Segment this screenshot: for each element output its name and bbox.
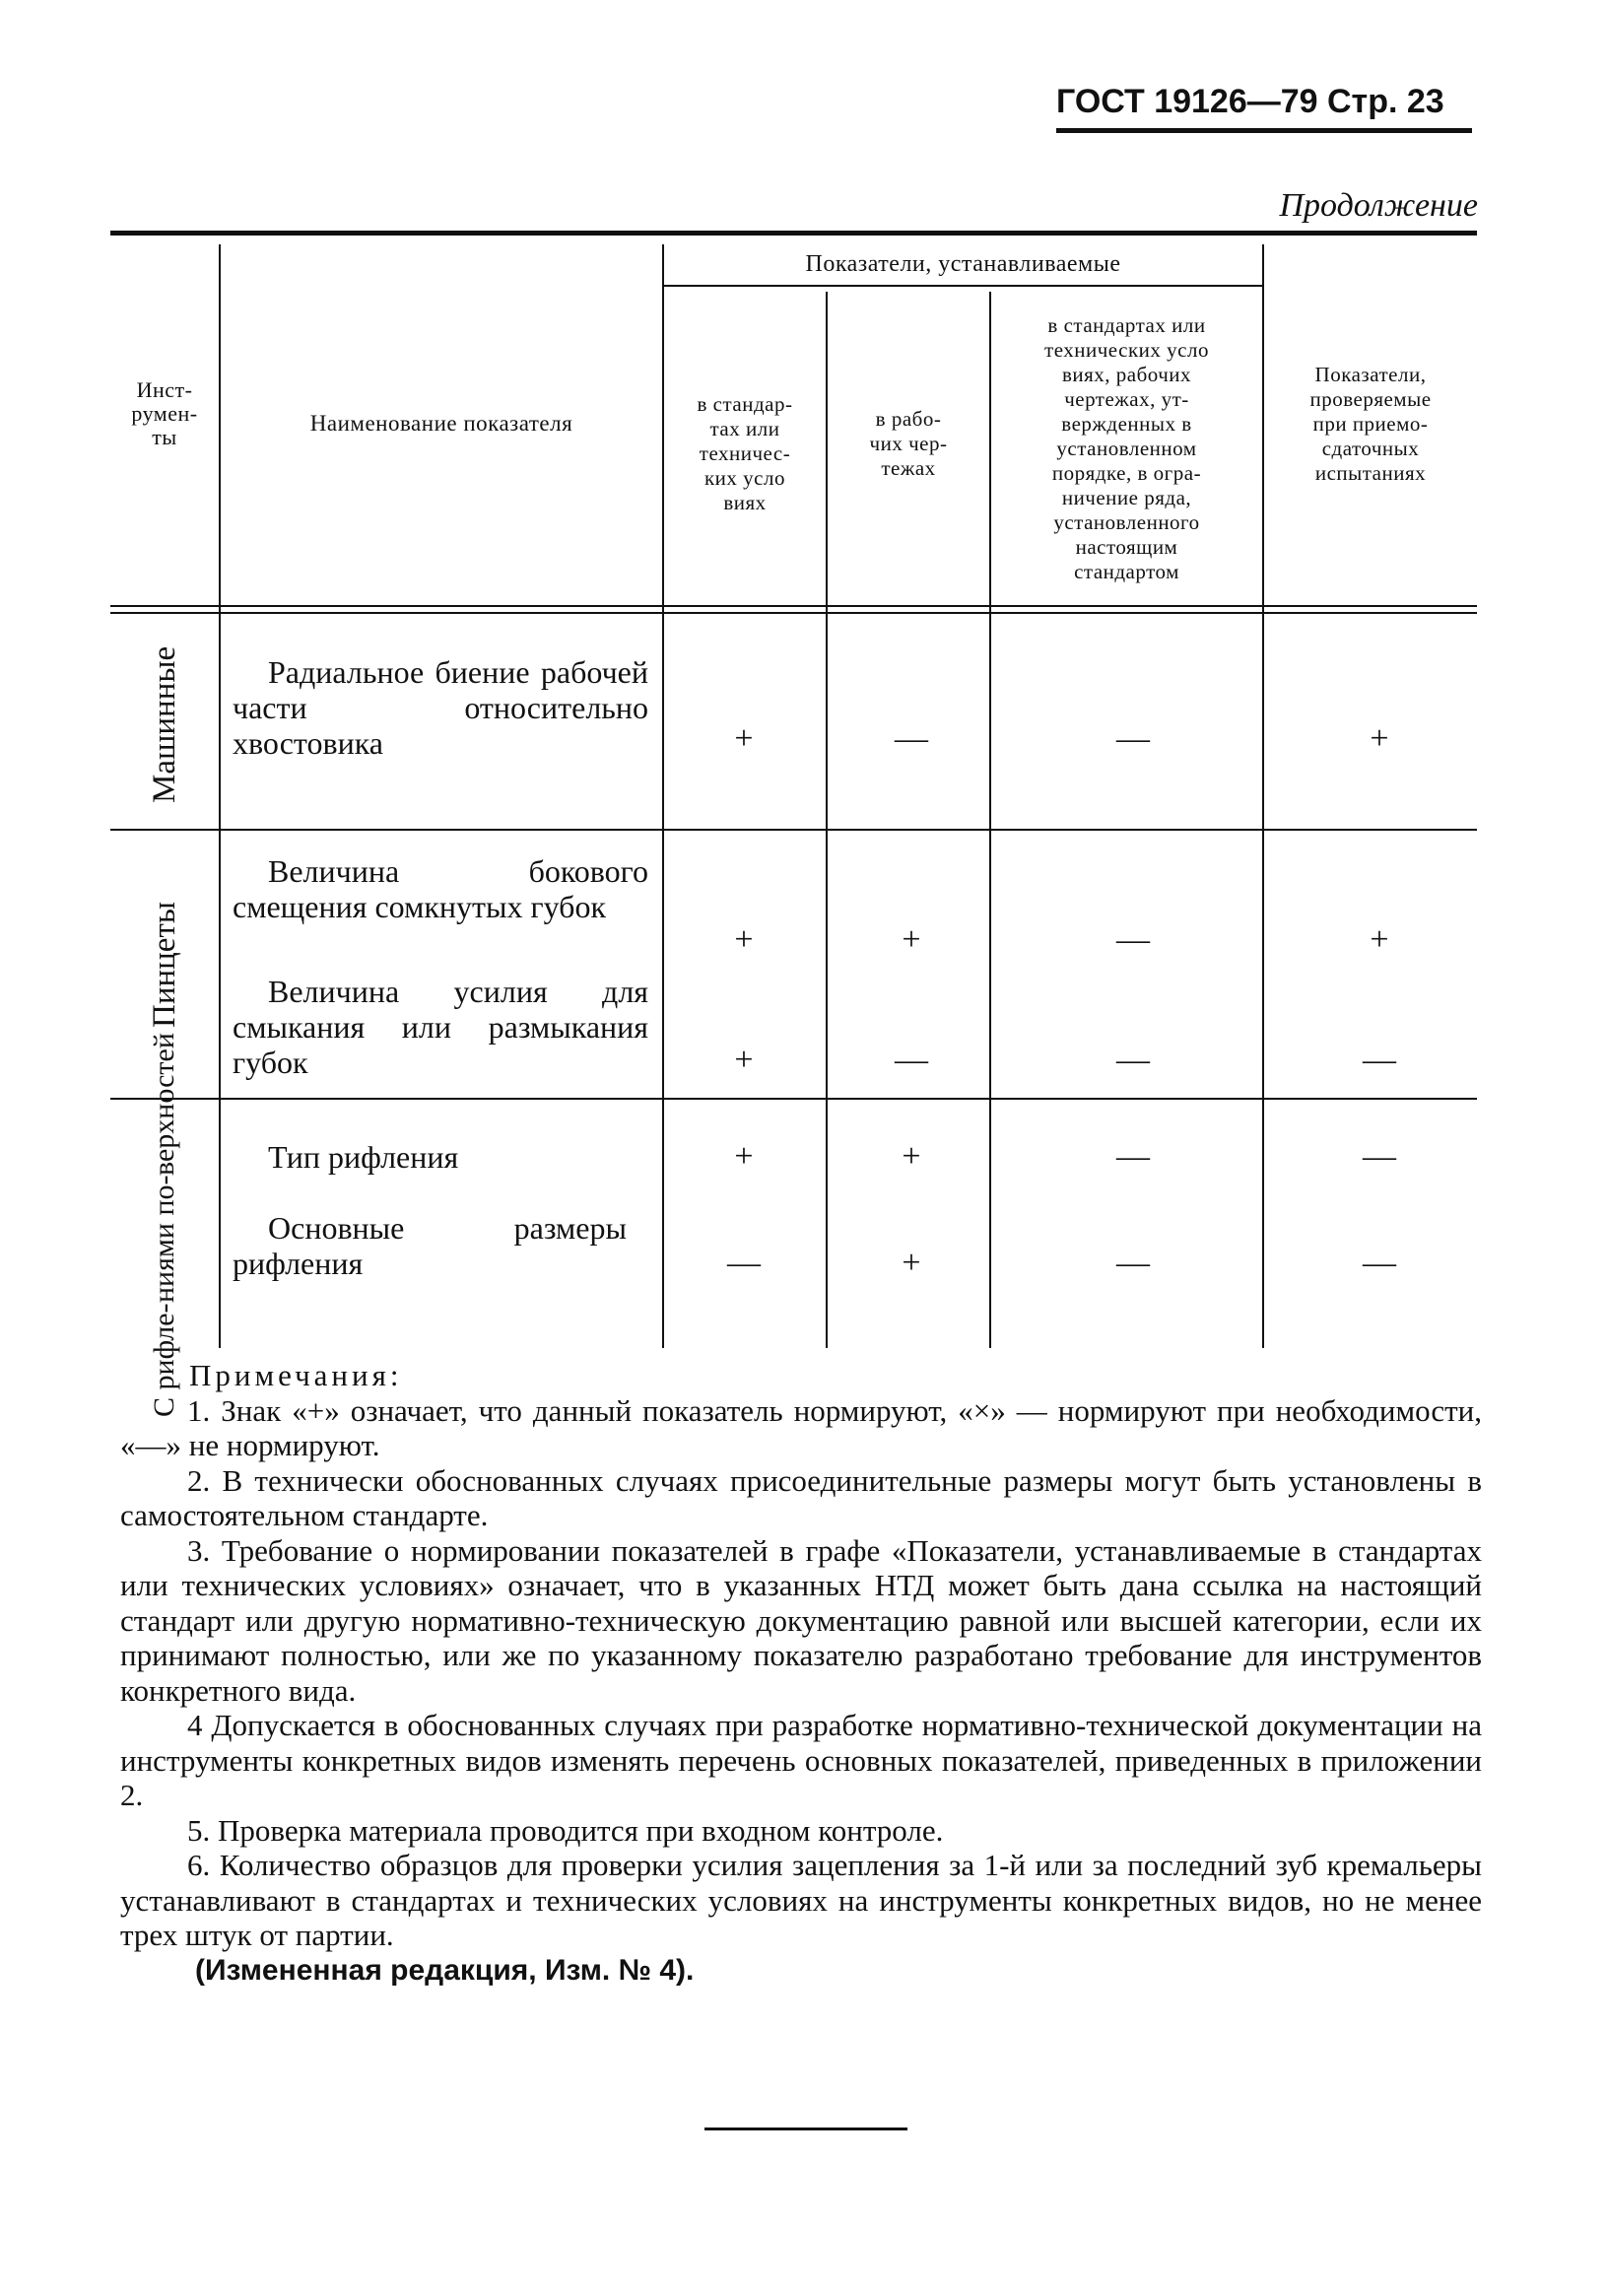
- mark-cell: —: [895, 720, 928, 757]
- notes-section: [120, 1358, 1482, 1988]
- notes-title: Примечания:: [189, 1358, 403, 1392]
- mark-cell: +: [734, 1042, 754, 1078]
- mark-cell: +: [1370, 720, 1389, 757]
- mark-cell: —: [895, 1042, 928, 1078]
- header-col-acceptance: Показатели, проверяемые при приемо- сдаточных испытаниях: [1309, 362, 1432, 485]
- note-item: 5. Проверка материала проводится при входном контроле.: [187, 1812, 944, 1848]
- mark-cell: —: [1116, 1138, 1150, 1175]
- group-label-tweezers: Пинцеты: [147, 901, 182, 1029]
- mark-cell: +: [902, 1245, 921, 1281]
- mark-cell: +: [734, 720, 754, 757]
- mark-cell: —: [1363, 1042, 1396, 1078]
- group-label-machine: Машинные: [147, 645, 182, 803]
- note-item: 1. Знак «+» означает, что данный показатель нормируют, «×» — нормируют при необходимости, «—» не нормируют.: [120, 1392, 1482, 1462]
- header-indicator-name: Наименование показателя: [309, 411, 573, 436]
- header-rule: [1056, 128, 1472, 133]
- header-col-drawings: в рабо- чих чер- тежах: [869, 406, 948, 480]
- footer-rule: [704, 2127, 907, 2130]
- indicator-name: Величина усилия для смыкания или размыкания губок: [233, 974, 648, 1080]
- mark-cell: —: [1116, 1245, 1150, 1281]
- mark-cell: —: [1116, 720, 1150, 757]
- group-label-serrated: С рифле- ниями по- верхностей: [148, 1033, 180, 1417]
- page-header: ГОСТ 19126—79 Стр. 23: [1056, 83, 1444, 120]
- group-subheader-rule: [662, 285, 1262, 287]
- indicator-name: Основные размеры рифления: [233, 1210, 627, 1281]
- mark-cell: +: [902, 921, 921, 958]
- mark-cell: —: [1363, 1245, 1396, 1281]
- note-item: 4 Допускается в обоснованных случаях при разработке нормативно-технической документации на инструменты конкретных видов изменять перечень основных показателей, приведенных в приложении 2.: [120, 1708, 1482, 1812]
- table-top-rule: [110, 231, 1477, 236]
- group-separator: [110, 829, 1477, 831]
- mark-cell: +: [734, 1138, 754, 1175]
- continuation-label: Продолжение: [1279, 187, 1478, 224]
- header-col-standards: в стандар- тах или техничес- ких усло виях: [697, 391, 793, 514]
- mark-cell: —: [1116, 921, 1150, 958]
- mark-cell: —: [727, 1245, 761, 1281]
- indicator-name: Тип рифления: [268, 1139, 459, 1175]
- indicator-name: Величина бокового смещения сомкнутых губок: [233, 853, 648, 924]
- group-separator: [110, 1098, 1477, 1100]
- header-instruments: Инст- румен- ты: [131, 377, 198, 449]
- mark-cell: —: [1116, 1042, 1150, 1078]
- note-item: 6. Количество образцов для проверки усилия зацепления за 1-й или за последний зуб кремальеры устанавливают в стандартах и технических условиях на инструменты конкретных видов, но не менее трех штук от партии.: [120, 1848, 1482, 1952]
- mark-cell: —: [1363, 1138, 1396, 1175]
- header-col-approved: в стандартах или технических усло виях, рабочих чертежах, ут- вержденных в установленном порядке, в огра- ничение ряда, установленного настоящим стандартом: [1044, 312, 1209, 583]
- table-header-rule: [110, 612, 1477, 614]
- note-item: 2. В технически обоснованных случаях присоединительные размеры могут быть установлены в самостоятельном стандарте.: [120, 1462, 1482, 1532]
- mark-cell: +: [902, 1138, 921, 1175]
- amendment-note: (Измененная редакция, Изм. № 4).: [195, 1953, 695, 1987]
- header-group-established: Показатели, устанавливаемые: [805, 251, 1121, 277]
- note-item: 3. Требование о нормировании показателей в графе «Показатели, устанавливаемые в стандартах или технических условиях» означает, что в указанных НТД может быть дана ссылка на настоящий стандарт или другую нормативно-техническую документацию равной или высшей категории, если их принимают полностью, или же по указанному показателю разработано требование для инструментов конкретного вида.: [120, 1532, 1482, 1708]
- table-header-rule: [110, 605, 1477, 607]
- indicator-name: Радиальное биение рабочей части относительно хвостовика: [233, 654, 648, 761]
- mark-cell: +: [1370, 921, 1389, 958]
- mark-cell: +: [734, 921, 754, 958]
